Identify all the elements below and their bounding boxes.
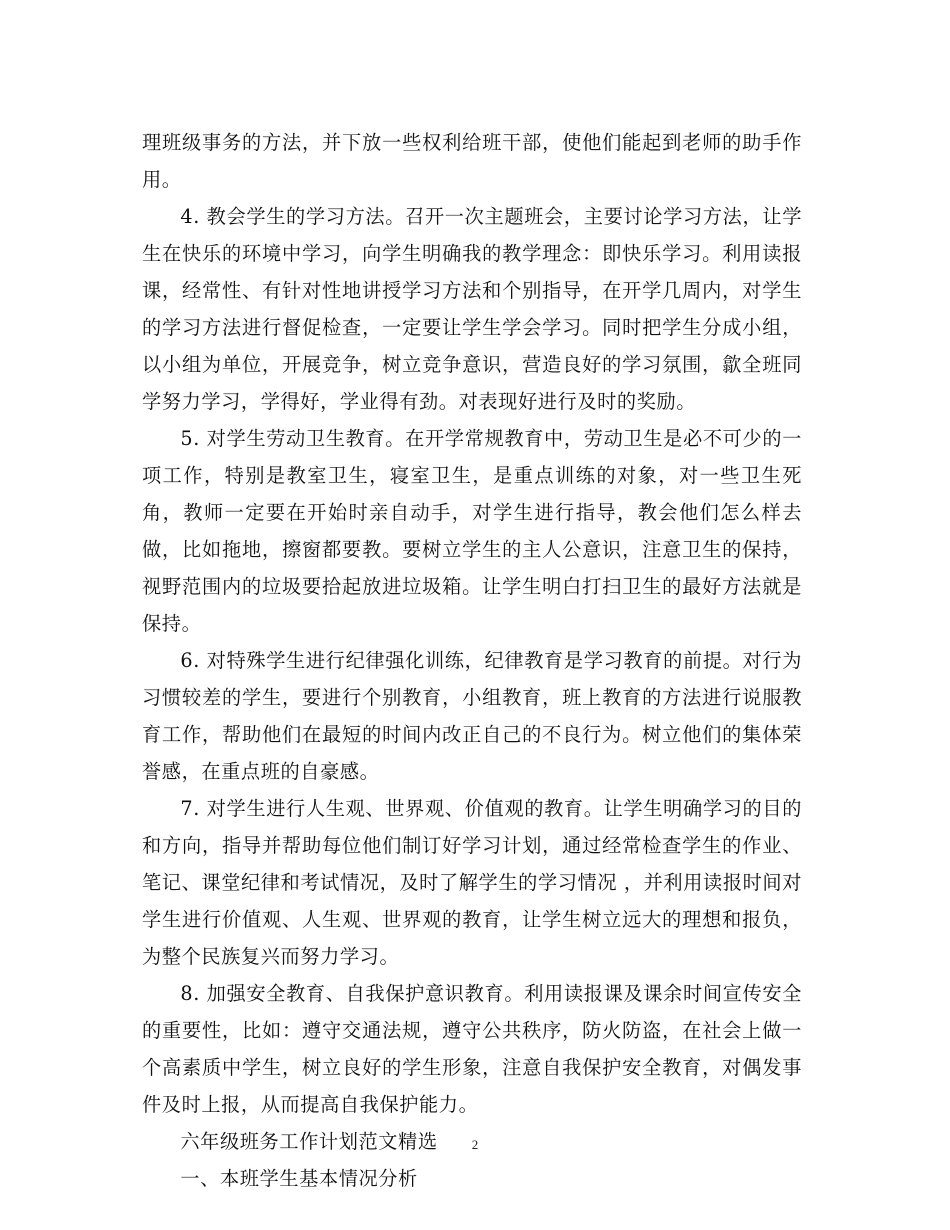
paragraph-continuation: 理班级事务的方法，并下放一些权利给班干部，使他们能起到老师的助手作用。 <box>142 131 802 191</box>
paragraph-item-5: 5. 对学生劳动卫生教育。在开学常规教育中，劳动卫生是必不可少的一项工作，特别是教室卫生，寝室卫生，是重点训练的对象，对一些卫生死角，教师一定要在开始时亲自动手，对学生进行指导，教会他们怎么样去做，比如拖地，擦窗都要教。要树立学生的主人公意识，注意卫生的保持，视野范围内的垃圾要拾起放进垃圾箱。让学生明白打扫卫生的最好方法就是保持。 <box>142 427 802 635</box>
paragraph-item-7: 7. 对学生进行人生观、世界观、价值观的教育。让学生明确学习的目的和方向，指导并帮助每位他们制订好学习计划，通过经常检查学生的作业、笔记、课堂纪律和考试情况，及时了解学生的学习情况 ，并利用读报时间对学生进行价值观、人生观、世界观的教育，让学生树立远大的理想和报负，为整个民族复兴而努力学习。 <box>142 797 802 968</box>
section-heading: 六年级班务工作计划范文精选 <box>180 1130 438 1153</box>
document-body <box>142 124 802 1197</box>
page-number: 2 <box>471 1137 479 1152</box>
paragraph-item-6: 6. 对特殊学生进行纪律强化训练，纪律教育是学习教育的前提。对行为习惯较差的学生，要进行个别教育，小组教育，班上教育的方法进行说服教育工作，帮助他们在最短的时间内改正自己的不良行为。树立他们的集体荣誉感，在重点班的自豪感。 <box>142 649 802 783</box>
paragraph-item-8: 8. 加强安全教育、自我保护意识教育。利用读报课及课余时间宣传安全的重要性，比如：遵守交通法规，遵守公共秩序，防火防盗，在社会上做一个高素质中学生，树立良好的学生形象，注意自我保护安全教育，对偶发事件及时上报，从而提高自我保护能力。 <box>142 982 802 1116</box>
subsection-heading: 一、本班学生基本情况分析 <box>180 1167 418 1190</box>
paragraph-item-4: 4. 教会学生的学习方法。召开一次主题班会，主要讨论学习方法，让学生在快乐的环境中学习，向学生明确我的教学理念：即快乐学习。利用读报课，经常性、有针对性地讲授学习方法和个别指导，在开学几周内，对学生的学习方法进行督促检查，一定要让学生学会学习。同时把学生分成小组，以小组为单位，开展竞争，树立竞争意识，营造良好的学习氛围，歙全班同学努力学习，学得好，学业得有劲。对表现好进行及时的奖励。 <box>142 205 802 413</box>
